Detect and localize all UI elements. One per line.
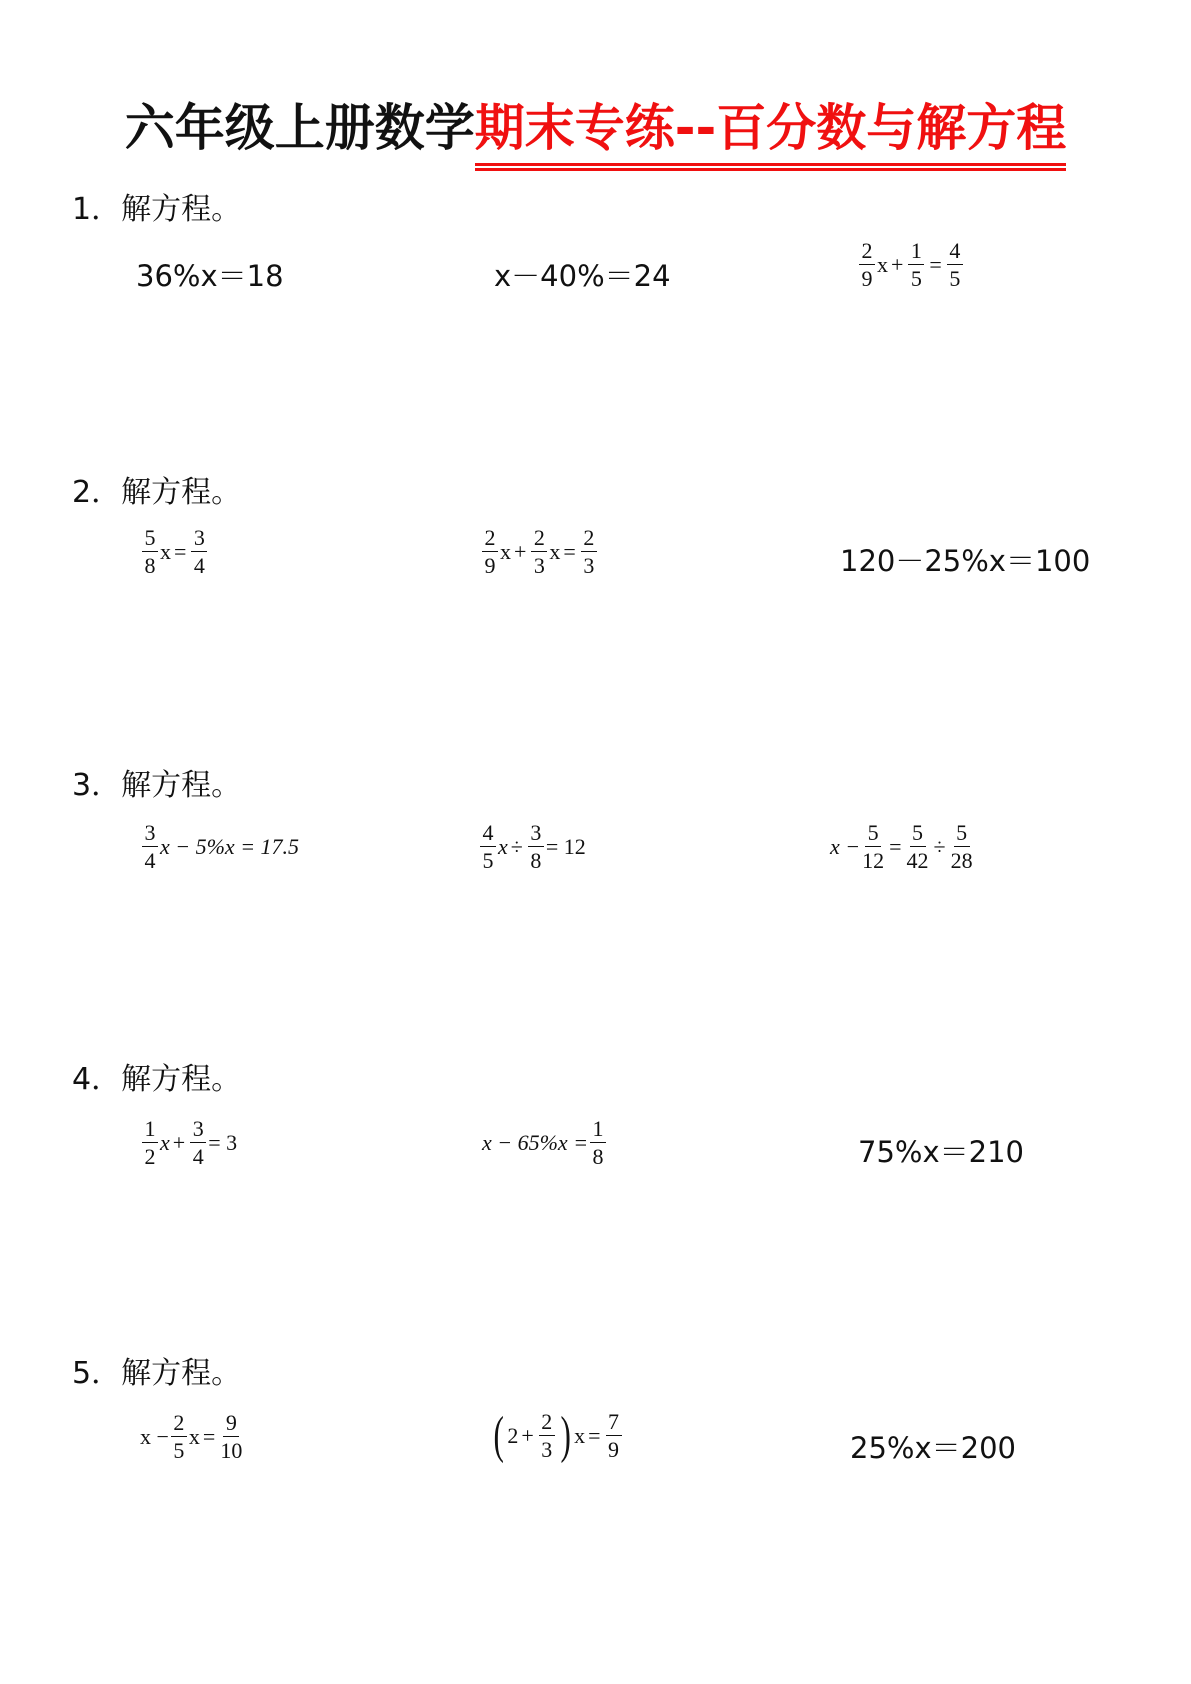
numerator: 4 — [480, 822, 496, 847]
equation-2b — [480, 527, 599, 577]
equation-lead: x − — [830, 834, 861, 859]
equation-rest: x − 5%x = 17.5 — [160, 834, 300, 859]
denominator: 8 — [144, 553, 156, 578]
fraction — [220, 1412, 242, 1462]
section-2-heading: 2．解方程。 — [72, 475, 242, 510]
denominator: 2 — [144, 1144, 156, 1169]
variable: x — [188, 1424, 200, 1449]
variable: x — [500, 539, 511, 564]
operator: + — [514, 539, 527, 564]
section-4-heading: 4．解方程。 — [72, 1062, 242, 1097]
denominator: 3 — [583, 553, 595, 578]
fraction — [859, 240, 875, 290]
denominator: 9 — [484, 553, 496, 578]
fraction — [142, 1118, 158, 1168]
left-paren: ( — [493, 1407, 504, 1464]
numerator: 2 — [539, 1411, 555, 1436]
equation-5c: 25%x＝200 — [850, 1431, 1016, 1465]
fraction — [947, 240, 963, 290]
constant: 2 — [507, 1423, 519, 1448]
fraction — [190, 1118, 206, 1168]
equation-4a — [140, 1118, 237, 1168]
variable: x — [574, 1423, 586, 1448]
equals: = — [174, 539, 187, 564]
variable: x — [160, 1130, 170, 1155]
operator: ÷ — [933, 834, 946, 859]
equals: = — [889, 834, 902, 859]
section-5-heading: 5．解方程。 — [72, 1356, 242, 1391]
equation-4c: 75%x＝210 — [858, 1135, 1024, 1169]
denominator: 12 — [862, 848, 885, 873]
denominator: 9 — [608, 1437, 619, 1462]
operator: + — [891, 252, 904, 277]
equation-2c: 120－25%x＝100 — [840, 544, 1091, 578]
numerator: 5 — [910, 822, 926, 847]
denominator: 28 — [950, 848, 973, 873]
equation-5b — [490, 1407, 624, 1464]
denominator: 5 — [910, 266, 922, 291]
fraction — [480, 822, 496, 872]
denominator: 10 — [220, 1438, 243, 1463]
denominator: 42 — [906, 848, 929, 873]
fraction — [862, 822, 884, 872]
equals: = — [929, 252, 942, 277]
numerator: 3 — [528, 822, 544, 847]
page-title — [0, 98, 1191, 158]
numerator: 2 — [859, 240, 875, 265]
equation-1b: x－40%＝24 — [494, 259, 671, 293]
numerator: 4 — [947, 240, 963, 265]
numerator: 7 — [606, 1411, 622, 1436]
fraction — [482, 527, 498, 577]
fraction — [528, 822, 544, 872]
numerator: 2 — [531, 527, 547, 552]
title-grade: 六年级上册数学 — [124, 99, 475, 157]
variable: x — [160, 539, 171, 564]
equals: = — [202, 1424, 216, 1449]
equation-3c — [830, 822, 975, 872]
equation-1a: 36%x＝18 — [136, 259, 284, 293]
equals: = — [563, 539, 576, 564]
equation-lead: x − 65%x = — [482, 1130, 589, 1155]
fraction — [191, 527, 207, 577]
denominator: 5 — [173, 1438, 185, 1463]
denominator: 5 — [949, 266, 961, 291]
equation-5a — [140, 1412, 244, 1462]
fraction — [171, 1412, 187, 1462]
numerator: 5 — [865, 822, 881, 847]
fraction — [907, 822, 929, 872]
equation-4b — [482, 1118, 608, 1168]
equals: = — [588, 1423, 601, 1448]
equation-3b — [478, 822, 586, 872]
numerator: 5 — [954, 822, 970, 847]
right-paren: ) — [560, 1407, 571, 1464]
numerator: 1 — [590, 1118, 606, 1143]
fraction — [539, 1411, 555, 1461]
fraction — [606, 1411, 622, 1461]
fraction — [142, 527, 158, 577]
denominator: 8 — [592, 1144, 604, 1169]
denominator: 4 — [193, 553, 205, 578]
operator: + — [172, 1130, 186, 1155]
fraction — [908, 240, 924, 290]
equation-2a — [140, 527, 209, 577]
fraction — [531, 527, 547, 577]
equation-3a — [140, 822, 299, 872]
numerator: 2 — [482, 527, 498, 552]
numerator: 1 — [908, 240, 924, 265]
numerator: 3 — [191, 527, 207, 552]
denominator: 8 — [530, 848, 542, 873]
equation-rest: = 12 — [545, 834, 586, 859]
equation-rest: = 3 — [208, 1130, 238, 1155]
numerator: 5 — [142, 527, 158, 552]
operator: + — [521, 1423, 534, 1448]
variable: x — [877, 252, 888, 277]
section-3-heading: 3．解方程。 — [72, 768, 242, 803]
equation-lead: x − — [140, 1424, 169, 1449]
equation-1c — [857, 240, 965, 290]
fraction — [951, 822, 973, 872]
numerator: 1 — [142, 1118, 158, 1143]
numerator: 2 — [581, 527, 597, 552]
numerator: 2 — [171, 1412, 187, 1437]
fraction — [142, 822, 158, 872]
denominator: 9 — [861, 266, 873, 291]
variable: x — [498, 834, 508, 859]
fraction — [581, 527, 597, 577]
variable: x — [549, 539, 561, 564]
title-topic: 期末专练--百分数与解方程 — [474, 99, 1067, 157]
denominator: 3 — [541, 1437, 553, 1462]
denominator: 5 — [482, 848, 494, 873]
numerator: 9 — [223, 1412, 239, 1437]
denominator: 4 — [144, 848, 156, 873]
fraction — [590, 1118, 606, 1168]
section-1-heading: 1．解方程。 — [72, 192, 242, 227]
denominator: 3 — [533, 553, 545, 578]
numerator: 3 — [142, 822, 158, 847]
operator: ÷ — [510, 834, 523, 859]
numerator: 3 — [190, 1118, 206, 1143]
denominator: 4 — [192, 1144, 204, 1169]
